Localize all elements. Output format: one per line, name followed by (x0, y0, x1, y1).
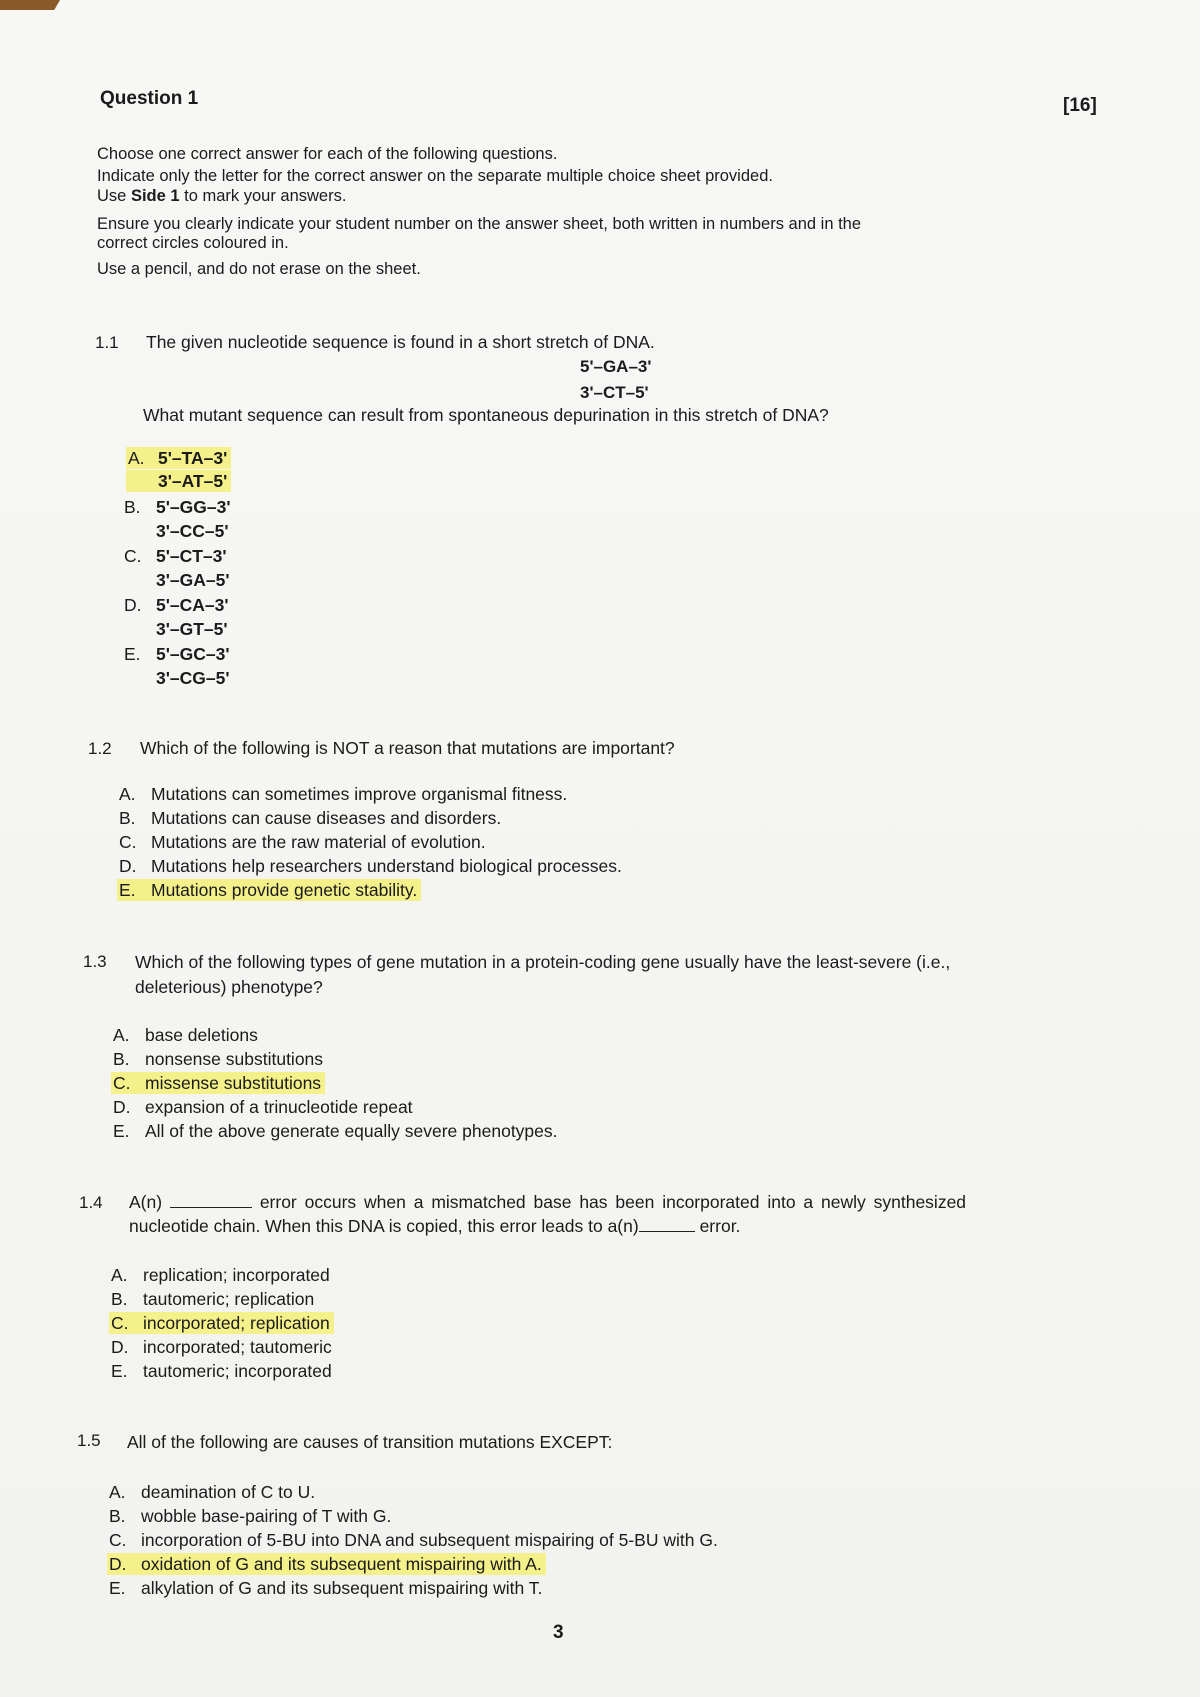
option-b[interactable]: B. 5'–GG–3' (124, 497, 231, 517)
question-text: Which of the following types of gene mutation in a protein-coding gene usually have the least-severe (i.e., (135, 952, 951, 972)
question-text: The given nucleotide sequence is found in a short stretch of DNA. (146, 332, 655, 352)
instruction-line: Use Side 1 to mark your answers. (97, 187, 347, 205)
option-c[interactable]: C. Mutations are the raw material of evolution. (119, 832, 486, 852)
question-number: 1.3 (83, 952, 107, 971)
option-c[interactable]: C. incorporation of 5-BU into DNA and subsequent mispairing of 5-BU with G. (109, 1530, 718, 1550)
question-number: 1.5 (77, 1431, 101, 1450)
option-a[interactable]: A. Mutations can sometimes improve organismal fitness. (119, 784, 568, 804)
question-marks: [16] (1063, 95, 1097, 116)
option-c[interactable]: C. missense substitutions (111, 1073, 325, 1094)
page-corner-mark (0, 0, 60, 10)
instruction-line: Choose one correct answer for each of the following questions. (97, 145, 558, 163)
option-a[interactable]: A. base deletions (113, 1025, 258, 1045)
option-b[interactable]: B. tautomeric; replication (111, 1289, 315, 1309)
question-number: 1.4 (79, 1193, 103, 1212)
fill-in-blank (639, 1215, 695, 1232)
option-d[interactable]: D. expansion of a trinucleotide repeat (113, 1097, 413, 1117)
option-d[interactable]: D. incorporated; tautomeric (111, 1337, 332, 1357)
option-e-line2: 3'–CG–5' (156, 668, 230, 688)
option-a-line2: 3'–AT–5' (126, 471, 231, 492)
option-a[interactable]: A. deamination of C to U. (109, 1482, 316, 1502)
option-e[interactable]: E. All of the above generate equally severe phenotypes. (113, 1121, 558, 1141)
option-d[interactable]: D. 5'–CA–3' (124, 595, 229, 615)
option-e[interactable]: E. alkylation of G and its subsequent mispairing with T. (109, 1578, 543, 1598)
sequence-line: 5'–GA–3' (580, 357, 652, 376)
question-text: What mutant sequence can result from spontaneous depurination in this stretch of DNA? (143, 405, 829, 425)
option-d[interactable]: D. Mutations help researchers understand biological processes. (119, 856, 622, 876)
option-a[interactable]: A. 5'–TA–3' (126, 448, 231, 469)
option-e[interactable]: E. 5'–GC–3' (124, 644, 230, 664)
option-b[interactable]: B. nonsense substitutions (113, 1049, 324, 1069)
question-number: 1.1 (95, 333, 119, 352)
instruction-line: Ensure you clearly indicate your student number on the answer sheet, both written in numbers and in the (97, 215, 862, 233)
instruction-line: correct circles coloured in. (97, 234, 289, 252)
question-text: nucleotide chain. When this DNA is copied, this error leads to a(n) error. (129, 1216, 741, 1236)
page-number: 3 (553, 1622, 564, 1643)
option-b-line2: 3'–CC–5' (156, 521, 229, 541)
sequence-line: 3'–CT–5' (580, 383, 649, 402)
option-b[interactable]: B. wobble base-pairing of T with G. (109, 1506, 392, 1526)
option-c-line2: 3'–GA–5' (156, 570, 230, 590)
question-title: Question 1 (100, 88, 199, 109)
fill-in-blank (170, 1191, 252, 1208)
option-a[interactable]: A. replication; incorporated (111, 1265, 330, 1285)
option-e[interactable]: E. Mutations provide genetic stability. (117, 880, 421, 901)
question-text: All of the following are causes of transition mutations EXCEPT: (127, 1432, 613, 1452)
question-text: Which of the following is NOT a reason that mutations are important? (140, 738, 675, 758)
option-c[interactable]: C. 5'–CT–3' (124, 546, 227, 566)
question-text: deleterious) phenotype? (135, 977, 323, 997)
instruction-line: Use a pencil, and do not erase on the sheet. (97, 260, 421, 278)
option-d[interactable]: D. oxidation of G and its subsequent mispairing with A. (107, 1554, 546, 1575)
option-c[interactable]: C. incorporated; replication (109, 1313, 334, 1334)
option-d-line2: 3'–GT–5' (156, 619, 228, 639)
instruction-line: Indicate only the letter for the correct answer on the separate multiple choice sheet provided. (97, 167, 773, 185)
option-b[interactable]: B. Mutations can cause diseases and disorders. (119, 808, 502, 828)
option-e[interactable]: E. tautomeric; incorporated (111, 1361, 332, 1381)
question-number: 1.2 (88, 739, 112, 758)
question-text: A(n) error occurs when a mismatched base has been incorporated into a newly synthesized (129, 1192, 967, 1212)
